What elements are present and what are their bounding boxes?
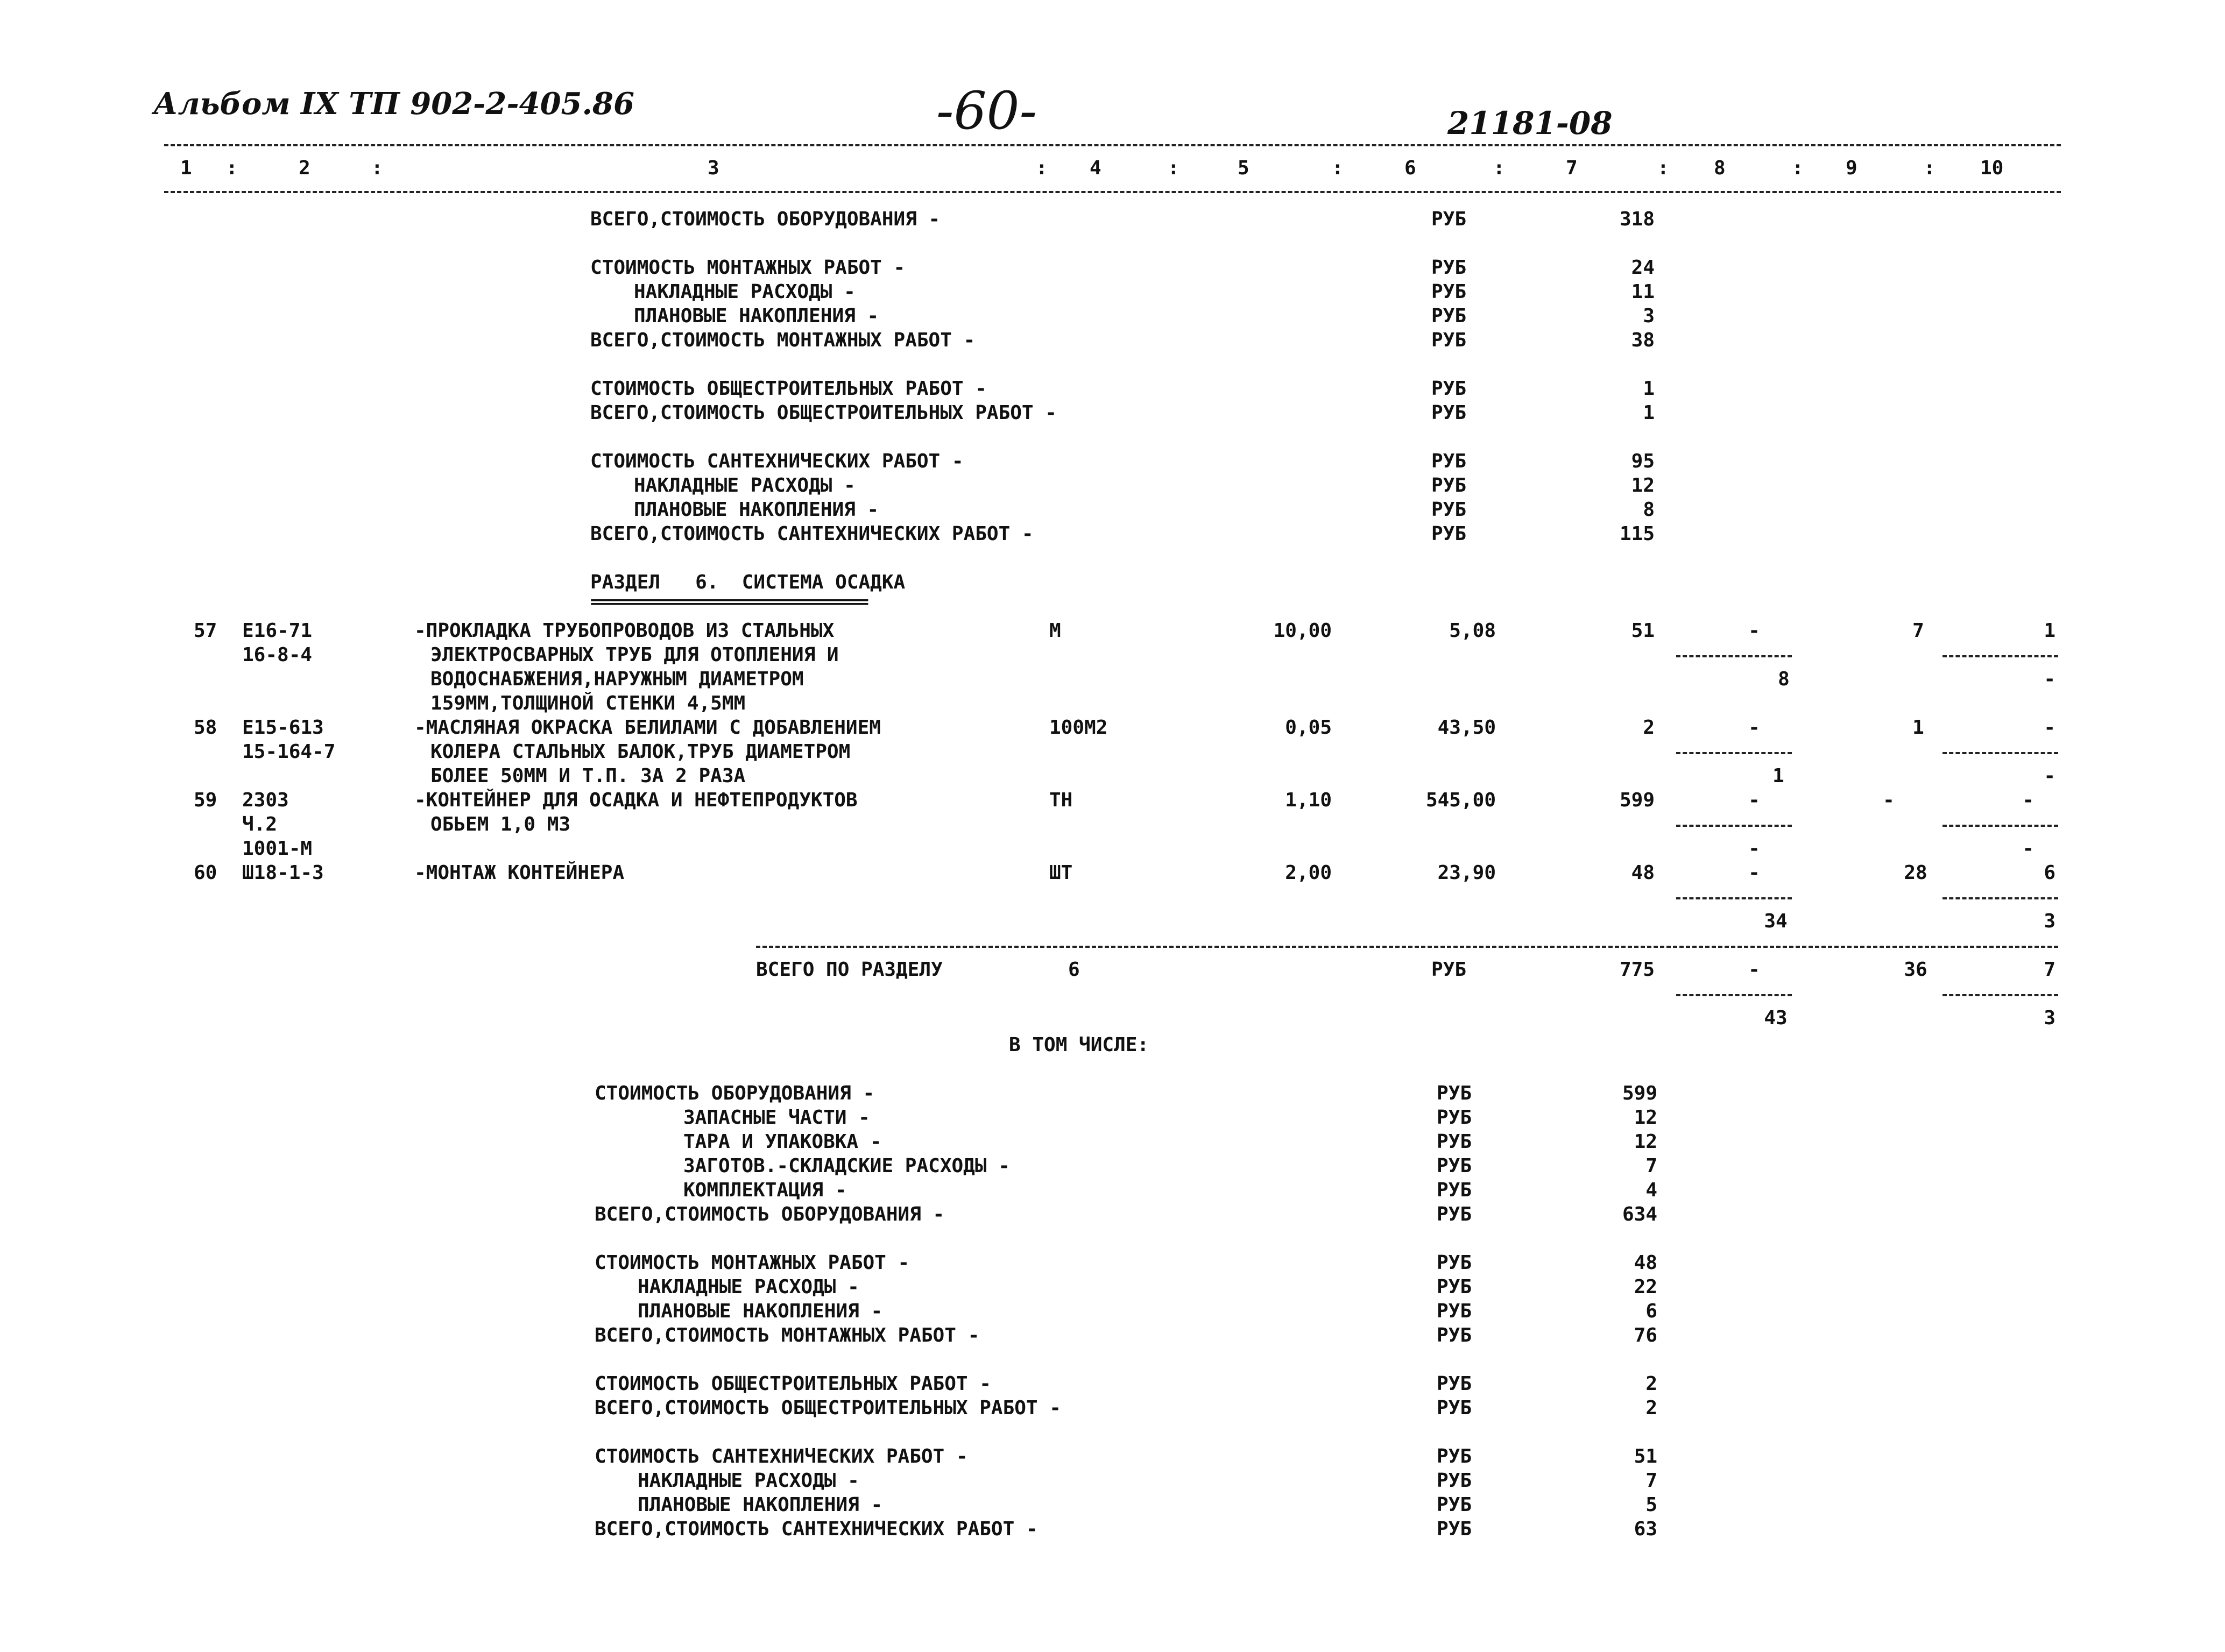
section-total-unit: РУБ: [1431, 959, 1467, 981]
column-number: 4: [1090, 157, 1101, 179]
row-col10-bottom: 3: [2044, 910, 2056, 932]
summary-label: ВСЕГО,СТОИМОСТЬ МОНТАЖНЫХ РАБОТ -: [595, 1324, 980, 1346]
summary-value: 38: [1631, 329, 1655, 351]
row-number: 59: [194, 789, 217, 811]
row-code: 16-8-4: [242, 644, 313, 666]
summary-value: 51: [1634, 1445, 1657, 1467]
summary-unit: РУБ: [1437, 1155, 1472, 1177]
header-top-rule: [164, 144, 2061, 146]
summary-unit: РУБ: [1437, 1470, 1472, 1492]
row-description: ВОДОСНАБЖЕНИЯ,НАРУЖНЫМ ДИАМЕТРОМ: [430, 668, 804, 690]
column-separator: :: [1493, 157, 1505, 179]
summary-value: 7: [1645, 1155, 1657, 1177]
row-description: ЭЛЕКТРОСВАРНЫХ ТРУБ ДЛЯ ОТОПЛЕНИЯ И: [430, 644, 839, 666]
summary-value: 11: [1631, 281, 1655, 303]
column-number: 9: [1846, 157, 1857, 179]
row-total: 48: [1631, 862, 1655, 884]
summary-value: 76: [1634, 1324, 1657, 1346]
summary-label: ВСЕГО,СТОИМОСТЬ ОБОРУДОВАНИЯ -: [595, 1203, 945, 1225]
column-number: 3: [708, 157, 719, 179]
summary-unit: РУБ: [1431, 402, 1467, 424]
row-unit: ШТ: [1049, 862, 1073, 884]
col10-rule: [1943, 825, 2058, 827]
summary-label: ВСЕГО,СТОИМОСТЬ ОБЩЕСТРОИТЕЛЬНЫХ РАБОТ -: [595, 1397, 1061, 1419]
row-col8-top: -: [1748, 717, 1760, 739]
row-description: -МАСЛЯНАЯ ОКРАСКА БЕЛИЛАМИ С ДОБАВЛЕНИЕМ: [414, 717, 881, 739]
col10-rule: [1943, 752, 2058, 754]
column-number: 2: [299, 157, 310, 179]
summary-unit: РУБ: [1431, 450, 1467, 472]
summary-unit: РУБ: [1431, 281, 1467, 303]
section-total-rule: [756, 946, 2058, 948]
row-unit: М: [1049, 620, 1061, 642]
row-col10-bottom: -: [2044, 765, 2056, 787]
section-total-col8-top: -: [1748, 959, 1760, 981]
summary-unit: РУБ: [1431, 305, 1467, 327]
summary-label: СТОИМОСТЬ МОНТАЖНЫХ РАБОТ -: [595, 1252, 910, 1274]
row-code: Ч.2: [242, 813, 278, 835]
summary-value: 63: [1634, 1518, 1657, 1540]
row-number: 57: [194, 620, 217, 642]
summary-label: СТОИМОСТЬ САНТЕХНИЧЕСКИХ РАБОТ -: [595, 1445, 968, 1467]
row-col8-bottom: -: [1748, 838, 1760, 860]
summary-label: СТОИМОСТЬ ОБЩЕСТРОИТЕЛЬНЫХ РАБОТ -: [590, 378, 987, 400]
row-description: -ПРОКЛАДКА ТРУБОПРОВОДОВ ИЗ СТАЛЬНЫХ: [414, 620, 835, 642]
column-number: 5: [1238, 157, 1249, 179]
summary-value: 95: [1631, 450, 1655, 472]
including-heading: В ТОМ ЧИСЛЕ:: [1009, 1034, 1149, 1056]
summary-label: НАКЛАДНЫЕ РАСХОДЫ -: [634, 474, 856, 497]
summary-unit: РУБ: [1437, 1445, 1472, 1467]
row-quantity: 10,00: [1273, 620, 1332, 642]
page-number: -60-: [936, 81, 1037, 141]
summary-label: НАКЛАДНЫЕ РАСХОДЫ -: [634, 281, 856, 303]
summary-value: 22: [1634, 1276, 1657, 1298]
column-separator: :: [1792, 157, 1804, 179]
summary-unit: РУБ: [1431, 499, 1467, 521]
summary-value: 24: [1631, 257, 1655, 279]
column-number: 6: [1404, 157, 1416, 179]
row-col9: 1: [1912, 717, 1924, 739]
col10-rule: [1943, 655, 2058, 657]
album-title: Альбом IX ТП 902-2-405.86: [153, 86, 634, 122]
summary-value: 48: [1634, 1252, 1657, 1274]
row-total: 51: [1631, 620, 1655, 642]
summary-unit: РУБ: [1437, 1324, 1472, 1346]
section-total-value: 775: [1619, 959, 1655, 981]
summary-value: 12: [1634, 1107, 1657, 1129]
row-col10-bottom: -: [2044, 668, 2056, 690]
column-separator: :: [1036, 157, 1048, 179]
section-total-col10-bottom: 3: [2044, 1007, 2056, 1029]
row-quantity: 1,10: [1285, 789, 1332, 811]
summary-unit: РУБ: [1431, 474, 1467, 497]
summary-label: КОМПЛЕКТАЦИЯ -: [683, 1179, 847, 1201]
summary-unit: РУБ: [1437, 1518, 1472, 1540]
row-price: 43,50: [1437, 717, 1496, 739]
col10-rule: [1943, 994, 2058, 996]
summary-label: ТАРА И УПАКОВКА -: [683, 1131, 882, 1153]
row-col8-top: -: [1748, 620, 1760, 642]
summary-value: 3: [1643, 305, 1655, 327]
column-separator: :: [371, 157, 383, 179]
row-description: -КОНТЕЙНЕР ДЛЯ ОСАДКА И НЕФТЕПРОДУКТОВ: [414, 789, 858, 811]
row-price: 545,00: [1425, 789, 1496, 811]
summary-value: 599: [1622, 1082, 1657, 1104]
summary-label: СТОИМОСТЬ ОБОРУДОВАНИЯ -: [595, 1082, 875, 1104]
summary-label: ВСЕГО,СТОИМОСТЬ МОНТАЖНЫХ РАБОТ -: [590, 329, 976, 351]
row-col10-top: -: [2044, 717, 2056, 739]
row-quantity: 2,00: [1285, 862, 1332, 884]
row-code: 15-164-7: [242, 741, 336, 763]
row-col8-bottom: 1: [1772, 765, 1784, 787]
col8-rule: [1676, 994, 1792, 996]
row-number: 60: [194, 862, 217, 884]
summary-unit: РУБ: [1437, 1252, 1472, 1274]
summary-value: 1: [1643, 402, 1655, 424]
summary-label: СТОИМОСТЬ ОБЩЕСТРОИТЕЛЬНЫХ РАБОТ -: [595, 1373, 991, 1395]
column-number: 7: [1566, 157, 1578, 179]
summary-label: ВСЕГО,СТОИМОСТЬ САНТЕХНИЧЕСКИХ РАБОТ -: [590, 523, 1034, 545]
summary-unit: РУБ: [1431, 329, 1467, 351]
summary-unit: РУБ: [1437, 1082, 1472, 1104]
summary-label: ВСЕГО,СТОИМОСТЬ САНТЕХНИЧЕСКИХ РАБОТ -: [595, 1518, 1038, 1540]
section-total-number: 6: [1068, 959, 1080, 981]
summary-unit: РУБ: [1437, 1276, 1472, 1298]
summary-label: ЗАПАСНЫЕ ЧАСТИ -: [683, 1107, 870, 1129]
summary-label: СТОИМОСТЬ САНТЕХНИЧЕСКИХ РАБОТ -: [590, 450, 964, 472]
row-price: 5,08: [1449, 620, 1496, 642]
row-code: 1001-М: [242, 838, 313, 860]
summary-unit: РУБ: [1437, 1203, 1472, 1225]
section-total-label: ВСЕГО ПО РАЗДЕЛУ: [756, 959, 943, 981]
summary-label: ВСЕГО,СТОИМОСТЬ ОБЩЕСТРОИТЕЛЬНЫХ РАБОТ -: [590, 402, 1057, 424]
summary-unit: РУБ: [1437, 1179, 1472, 1201]
section-underline: ===============================================: [590, 593, 865, 612]
summary-label: НАКЛАДНЫЕ РАСХОДЫ -: [638, 1470, 859, 1492]
summary-value: 6: [1645, 1300, 1657, 1322]
column-separator: :: [1657, 157, 1669, 179]
summary-unit: РУБ: [1431, 523, 1467, 545]
summary-unit: РУБ: [1437, 1107, 1472, 1129]
col8-rule: [1676, 752, 1792, 754]
row-price: 23,90: [1437, 862, 1496, 884]
row-description: БОЛЕЕ 50ММ И Т.П. ЗА 2 РАЗА: [430, 765, 746, 787]
summary-unit: РУБ: [1437, 1131, 1472, 1153]
summary-label: ПЛАНОВЫЕ НАКОПЛЕНИЯ -: [634, 499, 879, 521]
column-separator: :: [1168, 157, 1179, 179]
section-total-col8-bottom: 43: [1764, 1007, 1788, 1029]
row-col9: -: [1883, 789, 1895, 811]
column-separator: :: [226, 157, 238, 179]
row-number: 58: [194, 717, 217, 739]
summary-value: 8: [1643, 499, 1655, 521]
col8-rule: [1676, 655, 1792, 657]
section-total-col10-top: 7: [2044, 959, 2056, 981]
summary-unit: РУБ: [1431, 208, 1467, 230]
row-unit: ТН: [1049, 789, 1073, 811]
summary-value: 2: [1645, 1397, 1657, 1419]
column-number: 10: [1980, 157, 2004, 179]
row-description: КОЛЕРА СТАЛЬНЫХ БАЛОК,ТРУБ ДИАМЕТРОМ: [430, 741, 851, 763]
row-description: -МОНТАЖ КОНТЕЙНЕРА: [414, 862, 625, 884]
summary-label: ЗАГОТОВ.-СКЛАДСКИЕ РАСХОДЫ -: [683, 1155, 1010, 1177]
summary-value: 4: [1645, 1179, 1657, 1201]
row-col9: 28: [1904, 862, 1927, 884]
summary-value: 634: [1622, 1203, 1657, 1225]
summary-value: 115: [1619, 523, 1655, 545]
column-number: 8: [1714, 157, 1726, 179]
row-code: Е16-71: [242, 620, 313, 642]
summary-label: ВСЕГО,СТОИМОСТЬ ОБОРУДОВАНИЯ -: [590, 208, 941, 230]
row-col8-bottom: 8: [1778, 668, 1790, 690]
row-quantity: 0,05: [1285, 717, 1332, 739]
row-description: 159ММ,ТОЛЩИНОЙ СТЕНКИ 4,5ММ: [430, 692, 746, 714]
row-col10-top: 1: [2044, 620, 2056, 642]
col10-rule: [1943, 897, 2058, 899]
summary-value: 12: [1631, 474, 1655, 497]
summary-value: 12: [1634, 1131, 1657, 1153]
document-code: 21181-08: [1447, 105, 1613, 141]
summary-label: ПЛАНОВЫЕ НАКОПЛЕНИЯ -: [634, 305, 879, 327]
row-col8-top: -: [1748, 789, 1760, 811]
row-col10-bottom: -: [2022, 838, 2034, 860]
summary-label: ПЛАНОВЫЕ НАКОПЛЕНИЯ -: [638, 1494, 883, 1516]
col8-rule: [1676, 897, 1792, 899]
summary-unit: РУБ: [1437, 1397, 1472, 1419]
summary-label: СТОИМОСТЬ МОНТАЖНЫХ РАБОТ -: [590, 257, 906, 279]
row-col10-top: 6: [2044, 862, 2056, 884]
row-code: 2303: [242, 789, 289, 811]
column-separator: :: [1924, 157, 1936, 179]
column-separator: :: [1332, 157, 1344, 179]
row-col8-bottom: 34: [1764, 910, 1788, 932]
summary-unit: РУБ: [1437, 1373, 1472, 1395]
row-description: ОБЬЕМ 1,0 М3: [430, 813, 571, 835]
summary-label: НАКЛАДНЫЕ РАСХОДЫ -: [638, 1276, 859, 1298]
summary-unit: РУБ: [1431, 257, 1467, 279]
summary-unit: РУБ: [1437, 1300, 1472, 1322]
header-bottom-rule: [164, 191, 2061, 193]
summary-value: 1: [1643, 378, 1655, 400]
row-total: 599: [1619, 789, 1655, 811]
section-total-col9: 36: [1904, 959, 1927, 981]
summary-label: ПЛАНОВЫЕ НАКОПЛЕНИЯ -: [638, 1300, 883, 1322]
summary-value: 318: [1619, 208, 1655, 230]
row-col9: 7: [1912, 620, 1924, 642]
row-total: 2: [1643, 717, 1655, 739]
summary-value: 7: [1645, 1470, 1657, 1492]
row-code: Ш18-1-3: [242, 862, 324, 884]
row-code: Е15-613: [242, 717, 324, 739]
summary-unit: РУБ: [1437, 1494, 1472, 1516]
section-title: РАЗДЕЛ 6. СИСТЕМА ОСАДКА: [590, 571, 906, 593]
col8-rule: [1676, 825, 1792, 827]
summary-value: 2: [1645, 1373, 1657, 1395]
summary-unit: РУБ: [1431, 378, 1467, 400]
row-col10-top: -: [2022, 789, 2034, 811]
column-number: 1: [180, 157, 192, 179]
row-col8-top: -: [1748, 862, 1760, 884]
row-unit: 100М2: [1049, 717, 1108, 739]
summary-value: 5: [1645, 1494, 1657, 1516]
